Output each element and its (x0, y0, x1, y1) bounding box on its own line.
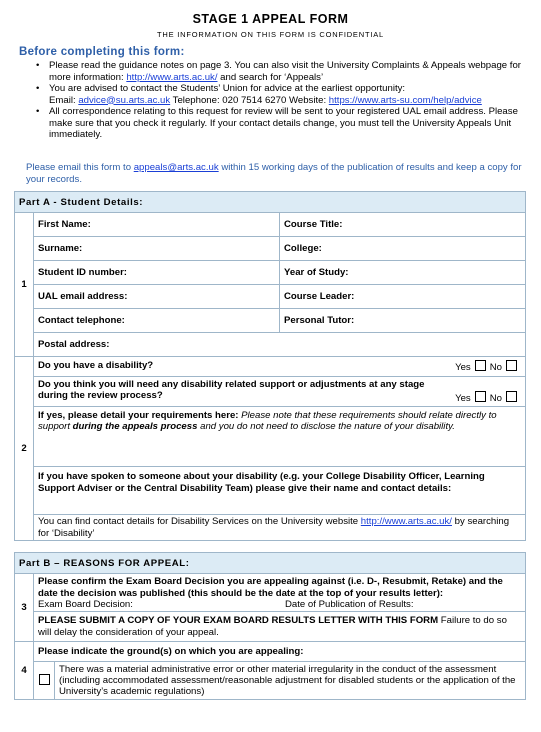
row-number: 4 (15, 642, 34, 700)
exam-decision-box: Please confirm the Exam Board Decision you are appealing against (i.e. D-, Resubmit, Retake) and the date the decision was published (this should be the date at the top of your results letter): Exam Board Decision: Date of Publication of Results: (34, 574, 526, 612)
row-number: 2 (15, 357, 34, 541)
bullet-icon: • (36, 83, 40, 94)
ground-1-checkbox[interactable] (39, 674, 50, 685)
appeals-email-link[interactable]: appeals@arts.ac.uk (133, 162, 219, 173)
university-website-link[interactable]: http://www.arts.ac.uk/ (126, 71, 218, 83)
publication-date-field[interactable]: Date of Publication of Results: (285, 599, 414, 610)
row-number: 1 (15, 213, 34, 357)
list-item: • You are advised to contact the Students’ Union for advice at the earliest opportunity: Email: advice@su.arts.ac.uk Telephone: 020 7514 6270 Website: https://www.arts-su.com/help/advice (36, 83, 482, 106)
ground-1-text: There was a material administrative error or other material irregularity in the conduct of the assessment (including accommodated assessment/reasonable adjustment for disabled students or the application of the University’s academic regulations) (55, 662, 526, 700)
list-item: • Please read the guidance notes on page 3. You can also visit the University Complaints & Appeals webpage for more information: http://www.arts.ac.uk/ and search for ‘Appeals’ (36, 60, 521, 83)
support-yes-checkbox[interactable] (475, 391, 486, 402)
su-website-link[interactable]: https://www.arts-su.com/help/advice (328, 94, 482, 106)
support-no-checkbox[interactable] (506, 391, 517, 402)
first-name-field[interactable]: First Name: (34, 213, 280, 237)
course-leader-field[interactable]: Course Leader: (280, 285, 526, 309)
course-title-field[interactable]: Course Title: (280, 213, 526, 237)
support-question: Yes No Do you think you will need any disability related support or adjustments at any stage during the review process? (34, 377, 526, 407)
form-title: STAGE 1 APPEAL FORM (192, 12, 349, 26)
support-yes-no: Yes No (455, 391, 521, 405)
bullet-icon: • (36, 60, 40, 71)
personal-tutor-field[interactable]: Personal Tutor: (280, 309, 526, 333)
confidential-subtitle: THE INFORMATION ON THIS FORM IS CONFIDENTIAL (156, 30, 384, 39)
part-b-header: Part B – REASONS FOR APPEAL: (15, 553, 526, 574)
disability-no-checkbox[interactable] (506, 360, 517, 371)
guidance-bullets (36, 60, 524, 141)
disability-question: Do you have a disability? Yes No (34, 357, 526, 377)
college-field[interactable]: College: (280, 237, 526, 261)
year-of-study-field[interactable]: Year of Study: (280, 261, 526, 285)
student-id-field[interactable]: Student ID number: (34, 261, 280, 285)
disability-yes-no: Yes No (455, 360, 521, 373)
email-instruction: Please email this form to appeals@arts.ac.uk within 15 working days of the publication of results and keep a copy for your records. (26, 162, 522, 185)
exam-decision-field[interactable]: Exam Board Decision: (38, 599, 133, 610)
before-heading: Before completing this form: (19, 46, 185, 58)
disability-services-link[interactable]: http://www.arts.ac.uk/ (360, 516, 452, 527)
ual-email-field[interactable]: UAL email address: (34, 285, 280, 309)
disability-contact-box[interactable]: If you have spoken to someone about your disability (e.g. your College Disability Officer, Learning Support Adviser or the Central Disability Team) please give their name and contact details: (34, 467, 526, 515)
postal-address-field[interactable]: Postal address: (34, 333, 526, 357)
part-b-table (14, 552, 526, 700)
requirements-box[interactable]: If yes, please detail your requirements here: Please note that these requirements should relate directly to support during the appeals process and you do not need to disclose the nature of your disability. (34, 407, 526, 467)
contact-telephone-field[interactable]: Contact telephone: (34, 309, 280, 333)
row-number: 3 (15, 574, 34, 642)
su-email-link[interactable]: advice@su.arts.ac.uk (78, 94, 171, 106)
surname-field[interactable]: Surname: (34, 237, 280, 261)
submit-notice: PLEASE SUBMIT A COPY OF YOUR EXAM BOARD RESULTS LETTER WITH THIS FORM Failure to do so will delay the consideration of your appeal. (34, 612, 526, 642)
part-a-table (14, 191, 526, 541)
grounds-question: Please indicate the ground(s) on which you are appealing: (34, 642, 526, 662)
disability-services-note: You can find contact details for Disability Services on the University website http://www.arts.ac.uk/ by searching for ‘Disability’ (34, 515, 526, 541)
disability-yes-checkbox[interactable] (475, 360, 486, 371)
part-a-header: Part A - Student Details: (15, 192, 526, 213)
bullet-icon: • (36, 106, 40, 117)
list-item: • All correspondence relating to this request for review will be sent to your registered UAL email address. Please make sure that you check it regularly. If your contact details change, you must tell the University Appeals Unit immediately. (36, 106, 518, 140)
